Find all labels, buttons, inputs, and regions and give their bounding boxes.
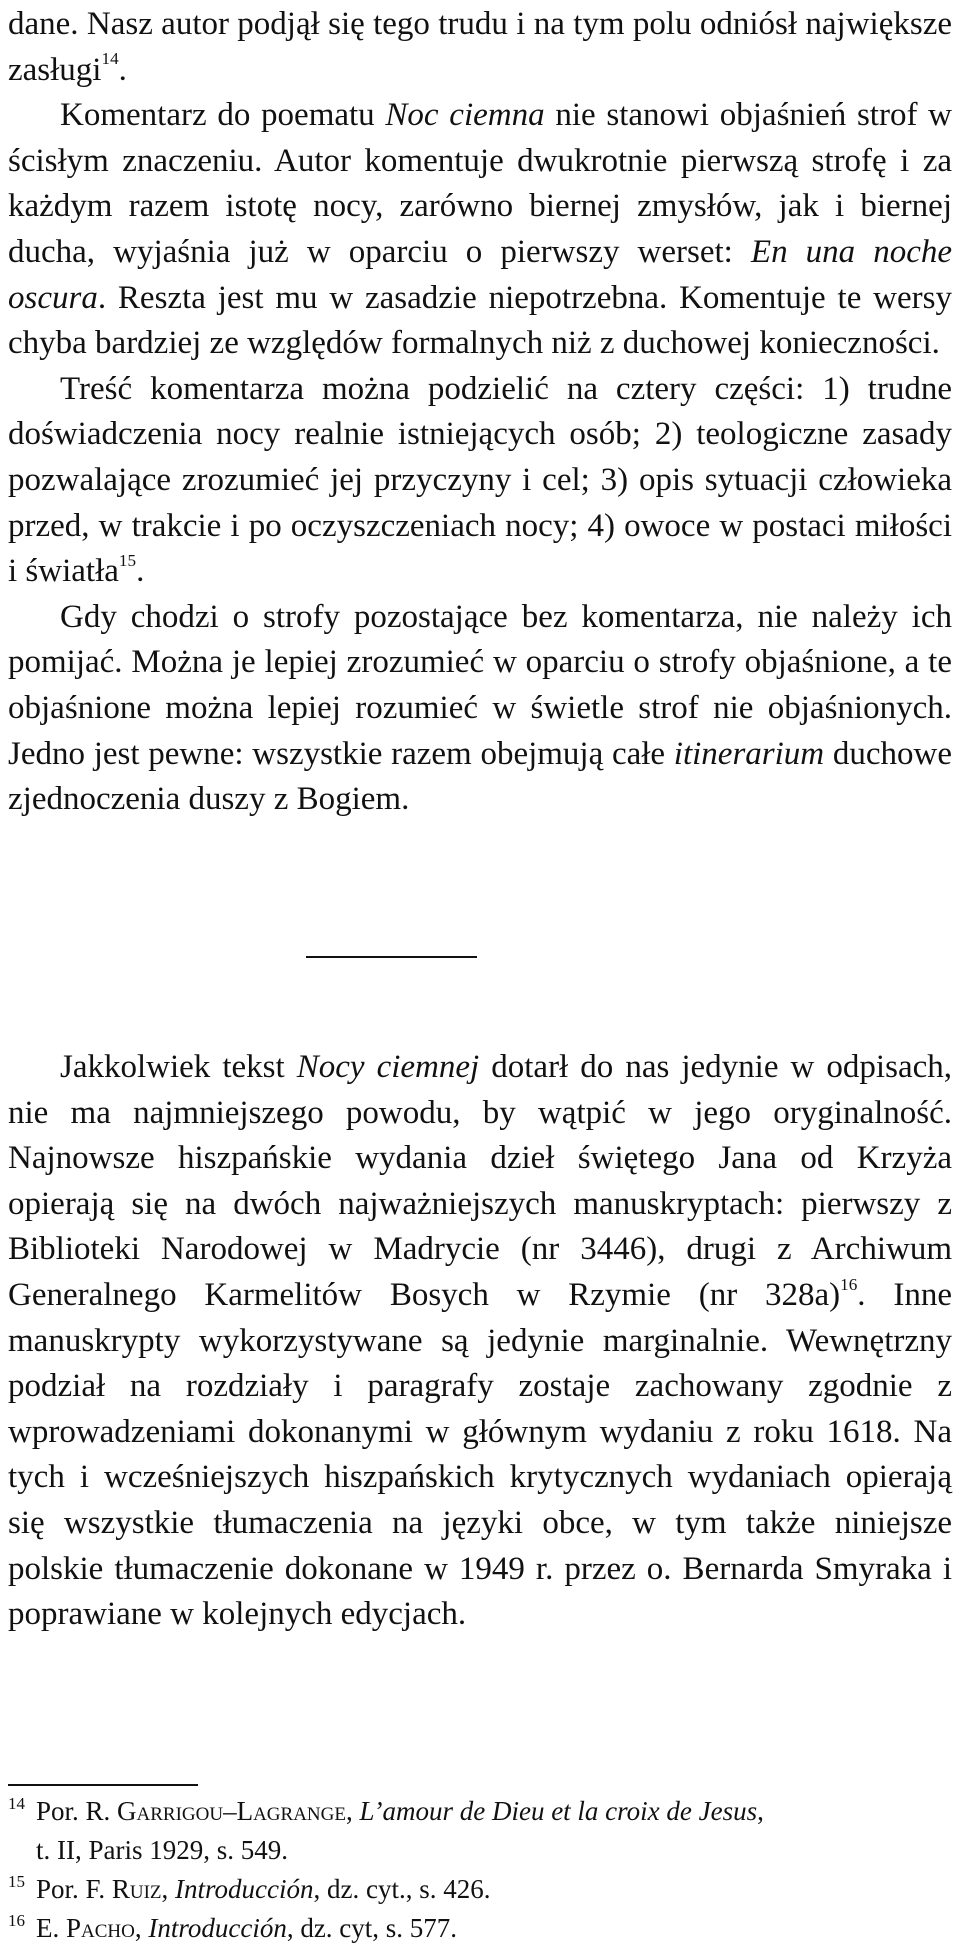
footnote-ref[interactable]: 16 (840, 1274, 858, 1294)
footnote-number: 16 (8, 1911, 25, 1930)
footnotes (8, 1792, 952, 1948)
main-text-block-1 (8, 2, 952, 823)
footnote-separator (8, 1784, 198, 1786)
paragraph: Jakkolwiek tekst Nocy ciemnej dotarł do nas jedynie w odpisach, nie ma najmniejszego powodu, by wątpić w jego oryginalność. Najnowsze hiszpańskie wydania dzieł świętego Jana od Krzyża opierają się na dwóch najważniejszych manuskryptach: pierwszy z Biblioteki Narodowej w Madrycie (nr 3446), drugi z Archiwum Generalnego Karmelitów Bosych w Rzymie (nr 328a)$^{16}$. Inne manuskrypty wykorzystywane są jedynie marginalnie. Wewnętrzny podział na rozdziały i paragrafy zostaje zachowany zgodnie z wprowadzeniami dokonanymi w głównym wydaniu z roku 1618. Na tych i wcześniejszych hiszpańskich krytycznych wydaniach opierają się wszystkie tłumaczenia na języki obce, w tym także niniejsze polskie tłumaczenie dokonane w 1949 r. przez o. Bernarda Smyraka i poprawiane w kolejnych edycjach. (8, 1049, 952, 1633)
main-text-block-2 (8, 1045, 952, 1638)
footnote: 16 E. Pacho, Introducción, dz. cyt, s. 577. (8, 1909, 952, 1948)
footnote-title: Introducción (148, 1913, 287, 1943)
footnote-title: Introducción (175, 1874, 314, 1904)
footnote: 15 Por. F. Ruiz, Introducción, dz. cyt., s. 426. (8, 1870, 952, 1909)
paragraph: dane. Nasz autor podjął się tego trudu i na tym polu odniósł największe zasługi$^{14}$. (8, 6, 952, 88)
paragraph: Gdy chodzi o strofy pozostające bez komentarza, nie należy ich pomijać. Można je lepiej zrozumieć w oparciu o strofy objaśnione, a te objaśnione można lepiej rozumieć w świetle strof nie objaśnionych. Jedno jest pewne: wszystkie razem obejmują całe itinerarium duchowe zjednoczenia duszy z Bogiem. (8, 598, 952, 818)
footnote-author: Pacho (66, 1913, 135, 1943)
footnote-number: 14 (8, 1794, 25, 1813)
footnote: 14 Por. R. Garrigou–Lagrange, L’amour de Dieu et la croix de Jesus, t. II, Paris 1929, s. 549. (8, 1792, 952, 1870)
footnote-author: Garrigou–Lagrange (117, 1796, 346, 1826)
paragraph: Komentarz do poematu Noc ciemna nie stanowi objaśnień strof w ścisłym znaczeniu. Autor komentuje dwukrotnie pierwszą strofę i za każdym razem istotę nocy, zarówno biernej zmysłów, jak i biernej ducha, wyjaśnia już w oparciu o pierwszy werset: En una noche oscura. Reszta jest mu w zasadzie niepotrzebna. Komentuje te wersy chyba bardziej ze względów formalnych niż z duchowej konieczności. (8, 97, 953, 362)
footnote-title: L’amour de Dieu et la croix de Jesus (359, 1796, 758, 1826)
footnote-number: 15 (8, 1872, 25, 1891)
footnote-ref[interactable]: 14 (101, 49, 119, 69)
section-divider (306, 956, 477, 958)
footnote-author: Ruiz (111, 1874, 162, 1904)
footnote-ref[interactable]: 15 (118, 550, 137, 570)
paragraph: Treść komentarza można podzielić na cztery części: 1) trudne doświadczenia nocy realnie istniejących osób; 2) teologiczne zasady pozwalające zrozumieć jej przyczyny i cel; 3) opis sytuacji człowieka przed, w trakcie i po oczyszczeniach nocy; 4) owoce w postaci miłości i światła$^{15}$. (8, 370, 952, 590)
